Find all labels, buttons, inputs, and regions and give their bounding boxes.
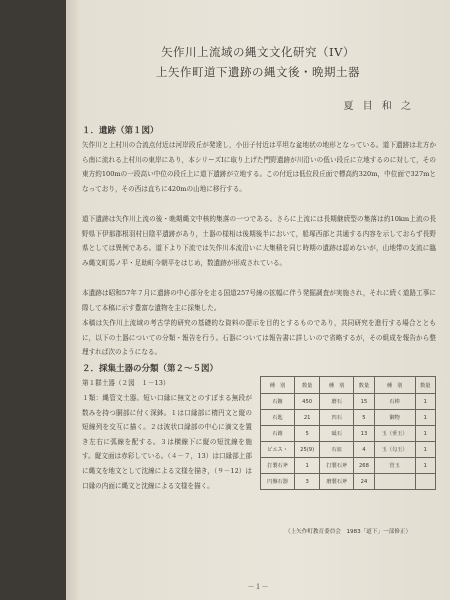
column-header: 数量 bbox=[354, 377, 374, 394]
column-header: 数量 bbox=[415, 377, 435, 394]
table-cell: 5 bbox=[295, 426, 320, 442]
table-cell: 5 bbox=[354, 410, 374, 426]
table-row bbox=[261, 394, 436, 410]
column-header: 種 別 bbox=[320, 377, 354, 394]
table-cell: 石鏃 bbox=[261, 394, 295, 410]
table-cell: 1 bbox=[415, 394, 435, 410]
document-subtitle: 上矢作町道下遺跡の縄文後・晩期土器 bbox=[156, 65, 360, 79]
stone-tools-table bbox=[260, 376, 436, 490]
table-cell: 268 bbox=[354, 458, 374, 474]
table-cell: 4 bbox=[354, 442, 374, 458]
table-cell bbox=[415, 474, 435, 490]
column-header: 種 別 bbox=[261, 377, 295, 394]
column-header: 種 別 bbox=[374, 377, 415, 394]
paragraph: 第１群土器（２図 １－13） bbox=[82, 379, 170, 387]
paragraph: 本稿は矢作川上流域の考古学的研究の基礎的な資料の提示を目的とするものであり，共同研究を進行する場合とともに，以下の土器についての分類・報告を行う。石器については報告書に詳しいので省略するが，その組成を報告から整理すれば次のようになる。 bbox=[82, 319, 436, 357]
table-cell: 打製石斧 bbox=[320, 458, 354, 474]
table-row bbox=[261, 410, 436, 426]
table-cell: 石棒 bbox=[374, 394, 415, 410]
document-page bbox=[66, 0, 450, 600]
table-row bbox=[261, 458, 436, 474]
table-cell: 玉（垂玉） bbox=[374, 426, 415, 442]
paragraph: １類：縄管文土器。短い口縁に無文とのすぼまる無段が数みを持つ胴部に付く深鉢。１は口縁部に楕円文と縦の短線列を交互に描く。２は波状口縁部の中心に滴文を置き左右に弧線を配する。３は横線下に縦の短沈線を施す。縦文面は赤彩している。（４－７，13）は口縁部上部に縄文を地文として沈線による文様を描き，（９－12）は口縁の内面に縄文と沈線による文様を描く。 bbox=[82, 394, 252, 490]
paragraph: 矢作川と上村川の合流点付近は河岸段丘が発達し，小田子付近は平坦な盆地状の地形となっている。道下遺跡は北方から南に流れる上村川の東岸にあり，本シリーズⅠに取り上げた門野遺跡が川沿いの低い段丘に立地するのに対して，その東方約100mの一段高い中位の段丘上に道下遺跡が立地する。この付近は低位段丘面で標高約320m，中位面で327mとなっており，その西は直ちに420mの山地に移行する。 bbox=[82, 141, 436, 193]
table-cell: 24 bbox=[354, 474, 374, 490]
table-row bbox=[261, 474, 436, 490]
table-cell: 3 bbox=[295, 474, 320, 490]
table-caption: （上矢作町教育委員会 1983「道下」一部修正） bbox=[284, 529, 412, 535]
table-cell: 1 bbox=[415, 426, 435, 442]
table-cell: 管玉 bbox=[374, 458, 415, 474]
table-cell: 打製石斧 bbox=[261, 458, 295, 474]
table-cell: ピエス・ bbox=[261, 442, 295, 458]
table-cell: 1 bbox=[415, 410, 435, 426]
table-cell: 13 bbox=[354, 426, 374, 442]
table-cell: 凹石 bbox=[320, 410, 354, 426]
table-header-row bbox=[261, 377, 436, 394]
table-row bbox=[261, 442, 436, 458]
table-cell: 玉（勾玉） bbox=[374, 442, 415, 458]
column-header: 数量 bbox=[295, 377, 320, 394]
table-cell bbox=[374, 474, 415, 490]
table-cell: 1 bbox=[415, 458, 435, 474]
document-title: 矢作川上流域の縄文文化研究（IV） bbox=[161, 45, 355, 59]
table-cell: 磨製石斧 bbox=[320, 474, 354, 490]
paragraph: 道下遺跡は矢作川上流の後・晩期縄文中核的集落の一つである。さらに上流には長期継続型の集落は約10km上流の長野県下伊那郡根羽村日陰平遺跡があり，土器の様相は後期後半において，船塚西部と共通する内容を示しておらず長野県としては異例である。道下より下流では矢作川本流沿いに大集積を同じ時期の遺跡は認めないが，山地带の支流に臨み縄文町馬ノ平・足助町今朝平をはじめ，数遺跡が形成されている。 bbox=[82, 215, 436, 267]
table-cell: 21 bbox=[295, 410, 320, 426]
page-number: －１－ bbox=[247, 583, 269, 591]
table-cell: 25(9) bbox=[295, 442, 320, 458]
table-cell: 石錐 bbox=[261, 426, 295, 442]
author-name: 夏 目 和 之 bbox=[343, 101, 414, 112]
table-row bbox=[261, 426, 436, 442]
table-cell: 磨石 bbox=[320, 394, 354, 410]
table-cell: 15 bbox=[354, 394, 374, 410]
paragraph: 本遺跡は昭和57年７月に遺跡の中心部分を走る国道257号線の拡幅に伴う発掘調査が実施され，それに続く道路工事に際して本稿に示す豊富な遺物を主に採集した。 bbox=[82, 289, 436, 312]
table-cell: 御物 bbox=[374, 410, 415, 426]
table-cell: 石皿 bbox=[320, 442, 354, 458]
table-cell: 450 bbox=[295, 394, 320, 410]
table-cell: 砥石 bbox=[320, 426, 354, 442]
table-cell: 1 bbox=[415, 442, 435, 458]
table-cell: 石匙 bbox=[261, 410, 295, 426]
section-heading-classification: ２．採集土器の分類（第２～５図） bbox=[82, 364, 219, 374]
section-heading-site: １．遺跡（第１図） bbox=[82, 126, 159, 136]
table-cell: 1 bbox=[295, 458, 320, 474]
table-cell: 円盤石器 bbox=[261, 474, 295, 490]
